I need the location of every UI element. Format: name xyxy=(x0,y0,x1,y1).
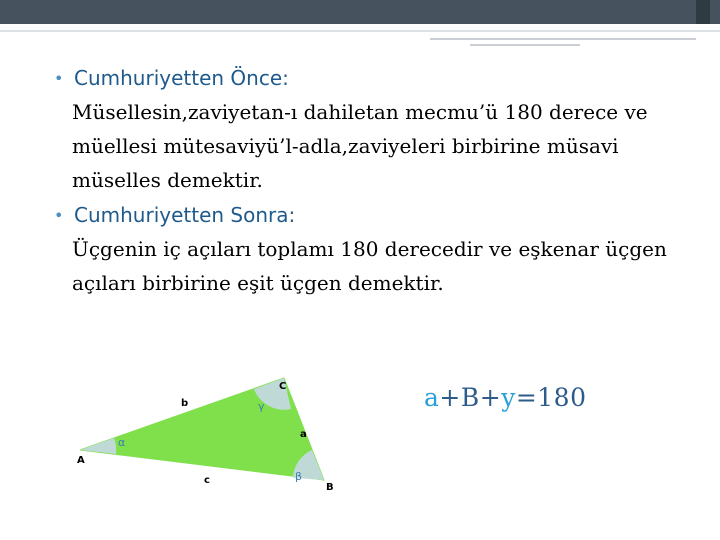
header-rule xyxy=(0,30,720,32)
vertex-b-label: B xyxy=(326,482,334,493)
formula-plus: + xyxy=(479,383,502,412)
bullet-body: Müsellesin,zaviyetan-ı dahiletan mecmu’ü 180 derece ve müellesi mütesaviyü’l-adla,zaviyeleri birbirine müsavi müselles demektir. xyxy=(72,100,648,192)
side-a-label: a xyxy=(300,429,307,440)
formula-gamma: y xyxy=(501,383,516,412)
bullet-icon: • xyxy=(54,69,64,88)
top-bar xyxy=(0,0,720,24)
header-rule-short xyxy=(430,38,696,40)
vertex-c-label: C xyxy=(279,381,287,392)
side-b-label: b xyxy=(181,398,189,409)
vertex-a-label: A xyxy=(77,455,85,466)
angle-beta-label: β xyxy=(295,470,303,483)
angle-gamma-label: γ xyxy=(258,400,265,413)
angle-alpha-label: α xyxy=(118,436,126,449)
triangle-diagram xyxy=(72,372,372,502)
formula-beta: B xyxy=(460,383,480,412)
bullet-body: Üçgenin iç açıları toplamı 180 derecedir ve eşkenar üçgen açıları birbirine eşit üçgen demektir. xyxy=(72,237,667,295)
formula-value: 180 xyxy=(537,383,587,412)
slide-content xyxy=(52,62,672,302)
bullet-heading: Cumhuriyetten Önce: xyxy=(74,66,289,90)
side-c-label: c xyxy=(204,475,210,486)
formula-plus: + xyxy=(439,383,461,412)
bullet-heading: Cumhuriyetten Sonra: xyxy=(74,203,296,227)
bullet-item xyxy=(52,199,672,232)
angle-sum-formula xyxy=(424,383,586,412)
top-bar-accent xyxy=(696,0,710,24)
angle-alpha-arc xyxy=(80,438,116,454)
header-rule-shorter xyxy=(470,44,580,46)
bullet-icon: • xyxy=(54,206,64,225)
bullet-item xyxy=(52,62,672,95)
formula-equals: = xyxy=(515,383,538,412)
formula-alpha: a xyxy=(424,383,440,412)
